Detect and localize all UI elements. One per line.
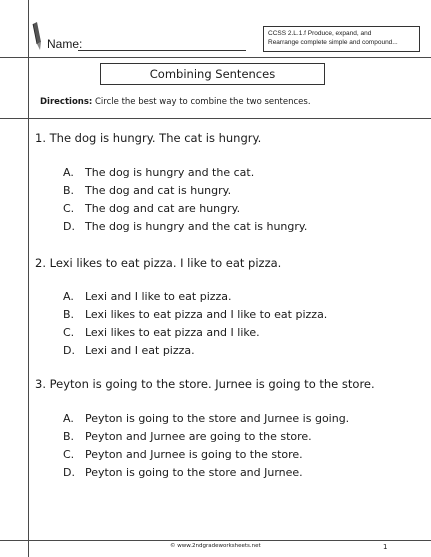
answer-option[interactable] <box>63 326 260 339</box>
option-letter: A. <box>63 290 74 303</box>
answer-option[interactable] <box>63 430 312 443</box>
pencil-icon <box>31 22 43 52</box>
option-text: The dog is hungry and the cat is hungry. <box>85 220 308 233</box>
answer-option[interactable] <box>63 448 303 461</box>
standard-line: Rearrange complete simple and compound... <box>268 39 398 46</box>
standard-line: CCSS 2.L.1.f Produce, expand, and <box>268 30 372 37</box>
option-letter: C. <box>63 448 75 461</box>
option-text: Peyton is going to the store and Jurnee. <box>85 466 303 479</box>
directions <box>40 97 311 107</box>
header-divider <box>0 118 431 119</box>
option-text: Lexi likes to eat pizza and I like. <box>85 326 260 339</box>
option-text: Lexi likes to eat pizza and I like to eat pizza. <box>85 308 328 321</box>
option-letter: C. <box>63 326 75 339</box>
answer-option[interactable] <box>63 308 327 321</box>
option-letter: C. <box>63 202 75 215</box>
answer-option[interactable] <box>63 290 232 303</box>
option-text: Peyton and Jurnee are going to the store. <box>85 430 312 443</box>
page-number: 1 <box>383 543 388 551</box>
option-letter: B. <box>63 308 75 321</box>
directions-label: Directions: <box>40 97 93 107</box>
option-text: Lexi and I like to eat pizza. <box>85 290 232 303</box>
name-field[interactable] <box>78 50 246 51</box>
answer-option[interactable] <box>63 344 195 357</box>
option-letter: B. <box>63 184 75 197</box>
answer-option[interactable] <box>63 184 231 197</box>
answer-option[interactable] <box>63 412 349 425</box>
answer-option[interactable] <box>63 202 240 215</box>
option-letter: A. <box>63 166 74 179</box>
left-margin-line <box>28 0 29 557</box>
option-text: The dog and cat is hungry. <box>85 184 232 197</box>
footer-url: © www.2ndgradeworksheets.net <box>170 543 261 549</box>
option-letter: B. <box>63 430 75 443</box>
option-letter: D. <box>63 466 75 479</box>
option-text: The dog and cat are hungry. <box>85 202 241 215</box>
question-prompt: 1. The dog is hungry. The cat is hungry. <box>35 131 262 145</box>
option-text: Peyton is going to the store and Jurnee is going. <box>85 412 350 425</box>
option-text: Lexi and I eat pizza. <box>85 344 195 357</box>
answer-option[interactable] <box>63 220 307 233</box>
answer-option[interactable] <box>63 166 254 179</box>
answer-option[interactable] <box>63 466 303 479</box>
footer-divider <box>0 540 431 541</box>
option-text: The dog is hungry and the cat. <box>85 166 255 179</box>
standard-box <box>263 26 420 52</box>
question-prompt: 3. Peyton is going to the store. Jurnee is going to the store. <box>35 377 375 391</box>
top-divider <box>0 57 431 58</box>
option-letter: D. <box>63 220 75 233</box>
option-letter: A. <box>63 412 74 425</box>
worksheet-title: Combining Sentences <box>100 63 325 85</box>
question-prompt: 2. Lexi likes to eat pizza. I like to eat pizza. <box>35 256 282 270</box>
option-letter: D. <box>63 344 75 357</box>
option-text: Peyton and Jurnee is going to the store. <box>85 448 303 461</box>
directions-text: Circle the best way to combine the two sentences. <box>95 97 311 107</box>
name-label: Name: <box>47 37 83 51</box>
